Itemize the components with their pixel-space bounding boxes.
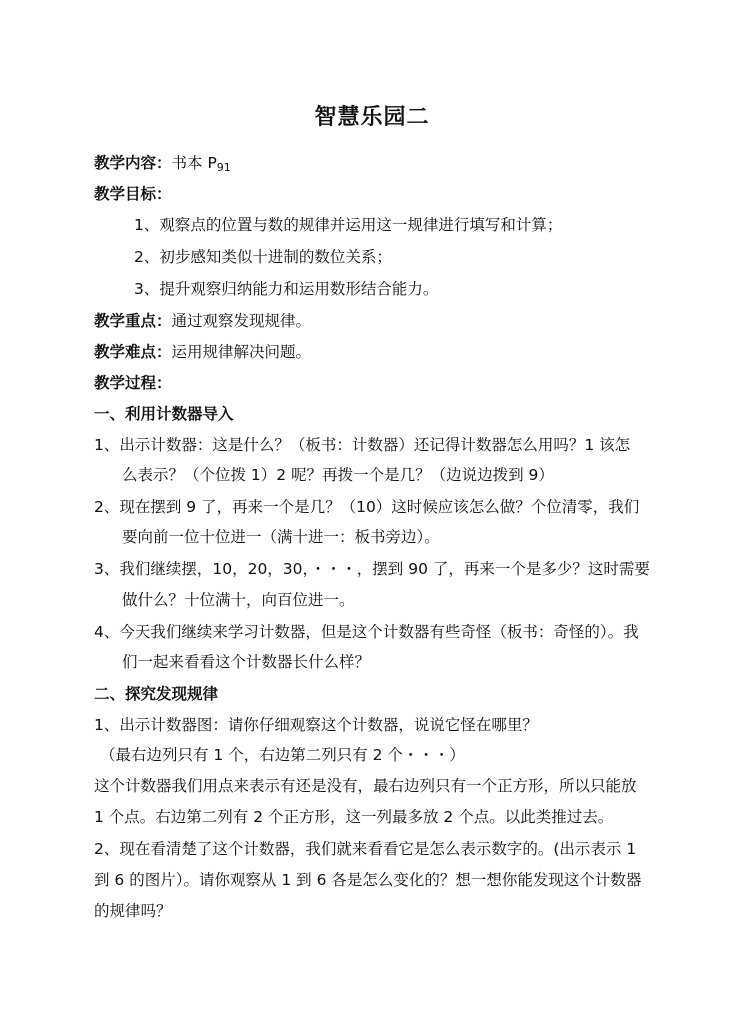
section2-line: 1、出示计数器图：请你仔细观察这个计数器，说说它怪在哪里？ xyxy=(94,716,538,734)
section-heading: 二、探究发现规律 xyxy=(94,685,219,703)
section1-item-2-line1: 2、现在摆到 9 了，再来一个是几？（10）这时候应该怎么做？个位清零，我们 xyxy=(94,498,640,516)
teaching-difficulty-text: 运用规律解决问题。 xyxy=(171,343,312,361)
section1-item-3-line2: 做什么？十位满十，向百位进一。 xyxy=(122,591,355,609)
teaching-process-label: 教学过程： xyxy=(94,374,172,392)
section2-line: 2、现在看清楚了这个计数器，我们就来看看它是怎么表示数字的。(出示表示 1 xyxy=(94,840,637,858)
section2-line: 这个计数器我们用点来表示有还是没有，最右边列只有一个正方形，所以只能放 xyxy=(94,777,637,795)
section1-item-1-line2: 么表示？（个位拨 1）2 呢？再拨一个是几？（边说边拨到 9） xyxy=(122,466,554,484)
goal-item: 2、初步感知类似十进制的数位关系； xyxy=(134,248,392,266)
section2-line: 的规律吗？ xyxy=(94,902,172,920)
teaching-content-label: 教学内容： xyxy=(94,154,172,172)
section2-line: 到 6 的图片）。请你观察从 1 到 6 各是怎么变化的？想一想你能发现这个计数器 xyxy=(94,871,642,889)
teaching-focus xyxy=(94,311,311,331)
section1-item-1-line1: 1、出示计数器：这是什么？（板书：计数器）还记得计数器怎么用吗？1 该怎 xyxy=(94,436,631,454)
section1-item-3-line1: 3、我们继续摆，10，20，30，・・・，摆到 90 了，再来一个是多少？这时需要 xyxy=(94,560,650,578)
section2-line: （最右边列只有 1 个，右边第二列只有 2 个・・・） xyxy=(100,746,465,764)
teaching-content-text: 书本 P xyxy=(171,154,217,172)
goal-item: 1、观察点的位置与数的规律并运用这一规律进行填写和计算； xyxy=(134,216,563,234)
goal-item: 3、提升观察归纳能力和运用数形结合能力。 xyxy=(134,280,439,298)
section1-item-4-line1: 4、今天我们继续来学习计数器，但是这个计数器有些奇怪（板书：奇怪的）。我 xyxy=(94,623,639,641)
teaching-content xyxy=(94,153,231,178)
section-heading: 一、利用计数器导入 xyxy=(94,405,234,423)
section1-item-2-line2: 要向前一位十位进一（满十进一：板书旁边）。 xyxy=(122,528,440,546)
teaching-content-page: 91 xyxy=(216,161,231,174)
teaching-focus-text: 通过观察发现规律。 xyxy=(171,312,312,330)
teaching-focus-label: 教学重点： xyxy=(94,312,172,330)
page-title: 智慧乐园二 xyxy=(314,104,430,130)
section1-item-4-line2: 们一起来看看这个计数器长什么样？ xyxy=(122,653,371,671)
teaching-difficulty-label: 教学难点： xyxy=(94,343,172,361)
section2-line: 1 个点。右边第二列有 2 个正方形，这一列最多放 2 个点。以此类推过去。 xyxy=(94,808,614,826)
teaching-goals-label: 教学目标： xyxy=(94,185,172,203)
teaching-difficulty xyxy=(94,342,311,362)
